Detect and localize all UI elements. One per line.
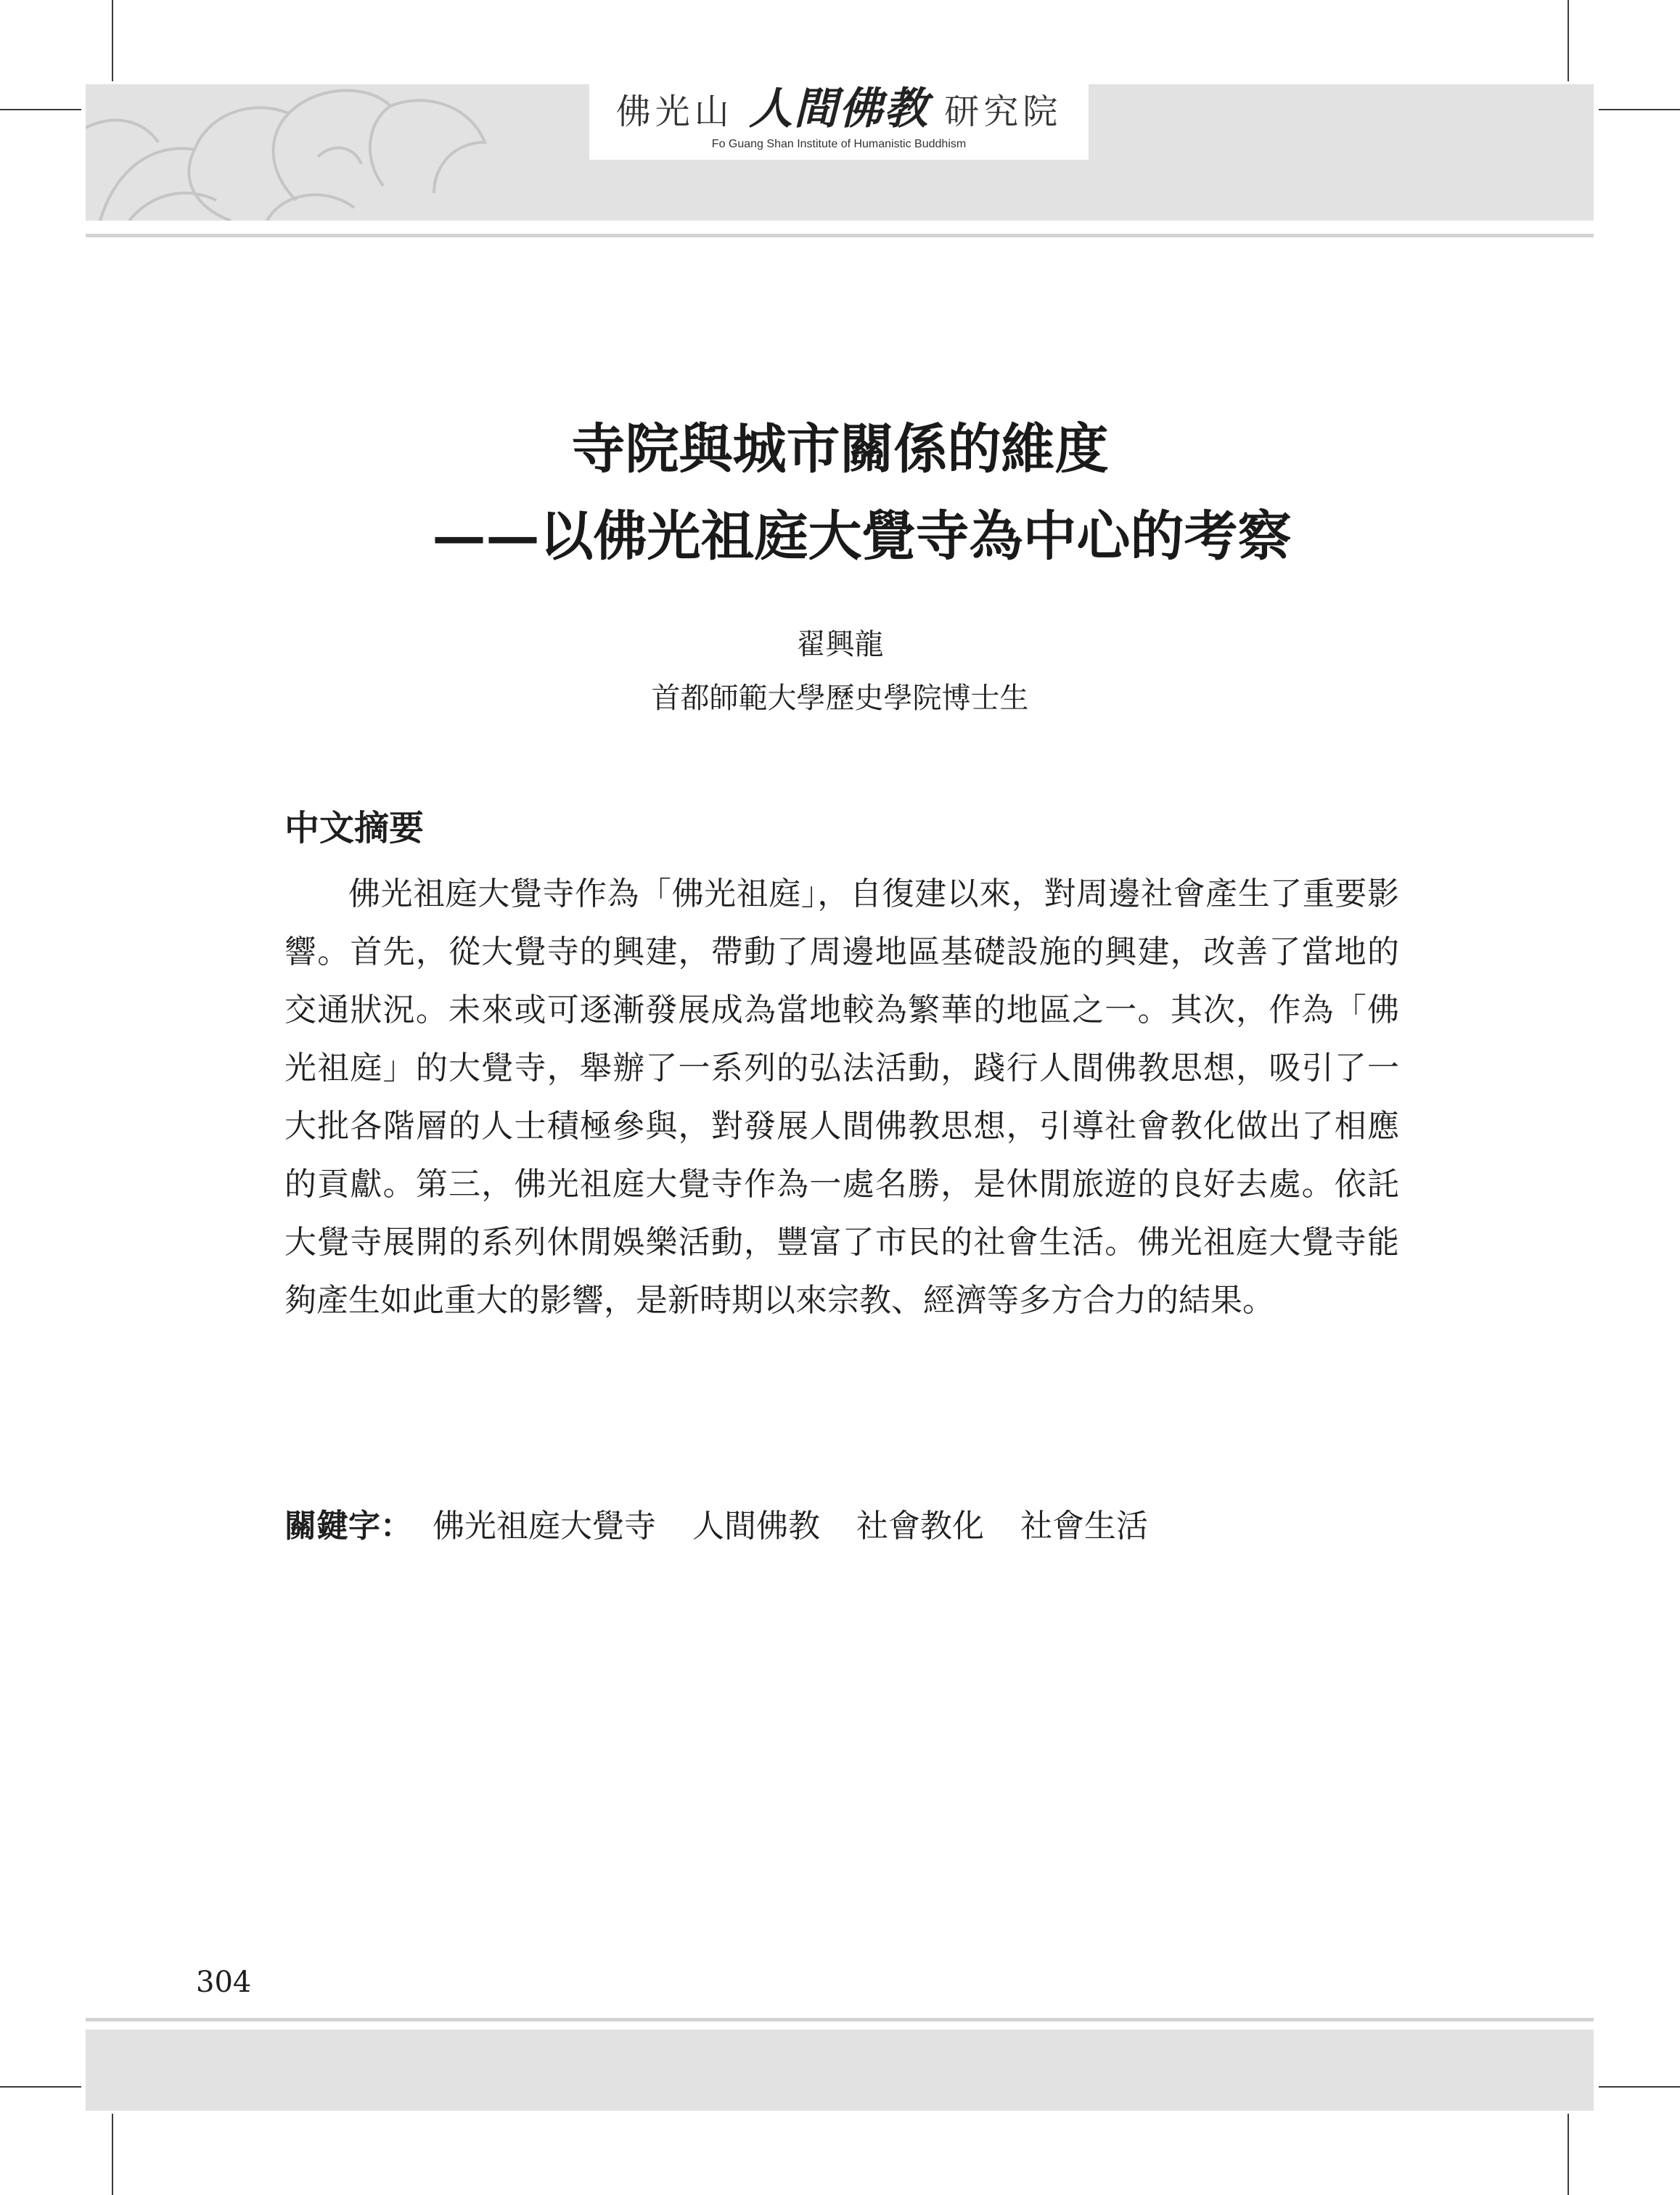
crop-mark xyxy=(0,2086,81,2088)
logo-brand: 人間佛教 xyxy=(749,83,929,134)
keyword: 人間佛教 xyxy=(692,1508,820,1545)
lotus-ornament-icon xyxy=(86,84,492,221)
logo-chinese xyxy=(589,74,1089,136)
logo-english: Fo Guang Shan Institute of Humanistic Buddhism xyxy=(711,138,967,150)
footer-rule xyxy=(86,2018,1594,2022)
institute-logo xyxy=(589,70,1089,160)
author-name: 翟興龍 xyxy=(796,628,884,661)
crop-mark xyxy=(0,109,81,110)
logo-prefix: 佛光山 xyxy=(615,91,734,132)
article-title: 寺院與城市關係的維度 xyxy=(571,418,1109,481)
keyword: 社會教化 xyxy=(856,1508,984,1545)
abstract-body: 佛光祖庭大覺寺作為「佛光祖庭」，自復建以來，對周邊社會產生了重要影響。首先，從大覺寺的興建，帶動了周邊地區基礎設施的興建，改善了當地的交通狀況。未來或可逐漸發展成為當地較為繁華的地區之一。其次，作為「佛光祖庭」的大覺寺，舉辦了一系列的弘法活動，踐行人間佛教思想，吸引了一大批各階層的人士積極參與，對發展人間佛教思想，引導社會教化做出了相應的貢獻。第三，佛光祖庭大覺寺作為一處名勝，是休閒旅遊的良好去處。依託大覺寺展開的系列休閒娛樂活動，豐富了市民的社會生活。佛光祖庭大覺寺能夠產生如此重大的影響，是新時期以來宗教、經濟等多方合力的結果。 xyxy=(284,875,1399,1319)
keywords xyxy=(284,1500,1184,1546)
crop-mark xyxy=(1568,2114,1569,2195)
keyword: 社會生活 xyxy=(1020,1508,1148,1545)
abstract-heading: 中文摘要 xyxy=(284,808,425,849)
header-rule xyxy=(86,234,1594,237)
keyword: 佛光祖庭大覺寺 xyxy=(433,1508,656,1545)
crop-mark xyxy=(1599,2086,1680,2088)
footer-band xyxy=(86,2030,1594,2111)
article-subtitle: ——以佛光祖庭大覺寺為中心的考察 xyxy=(432,505,1292,568)
crop-mark xyxy=(112,0,113,81)
keywords-label: 關鍵字： xyxy=(284,1508,412,1545)
crop-mark xyxy=(1568,0,1569,81)
crop-mark xyxy=(112,2114,113,2195)
page-number: 304 xyxy=(196,1966,252,1999)
crop-mark xyxy=(1599,109,1680,110)
logo-suffix: 研究院 xyxy=(944,91,1062,132)
author-affiliation: 首都師範大學歷史學院博士生 xyxy=(651,682,1029,715)
